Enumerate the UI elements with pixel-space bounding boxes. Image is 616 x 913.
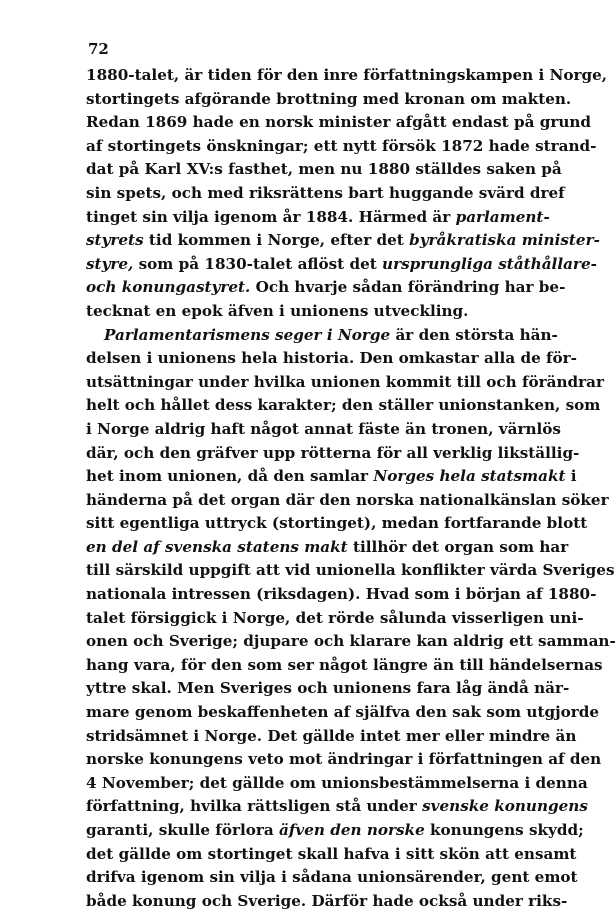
text-line: nationala intressen (riksdagen). Hvad som i början af 1880- [86, 585, 597, 604]
text-line: norske konungens veto mot ändringar i författningen af den [86, 750, 602, 769]
text-line: i Norge aldrig haft något annat fäste än tronen, värnlös [86, 419, 561, 438]
text-line: stortingets afgörande brottning med kronan om makten. [86, 89, 572, 108]
text-line: talet försiggick i Norge, det rörde sålunda visserligen uni- [86, 608, 584, 627]
text-line: af stortingets önskningar; ett nytt försök 1872 hade strand- [86, 136, 597, 155]
text-line: yttre skal. Men Sveriges och unionens fara låg ändå när- [86, 679, 570, 698]
text-line: helt och hållet dess karakter; den ställer unionstanken, som [86, 396, 601, 415]
text-line: sitt egentliga uttryck (stortinget), medan fortfarande blott [86, 514, 588, 533]
text-line: 1880-talet, är tiden för den inre författningskampen i Norge, [86, 66, 608, 84]
text-line: författning, hvilka rättsligen stå under svenske konungens [86, 797, 588, 816]
text-line: tecknat en epok äfven i unionens utveckling. [86, 301, 469, 320]
text-line: onen och Sverige; djupare och klarare kan aldrig ett samman- [86, 632, 616, 651]
text-line: styrets tid kommen i Norge, efter det byråkratiska minister- [86, 231, 600, 250]
text-line: delsen i unionens hela historia. Den omkastar alla de för- [86, 349, 577, 368]
text-line: dat på Karl XV:s fasthet, men nu 1880 ställdes saken på [86, 160, 562, 179]
text-line: det gällde om stortinget skall hafva i sitt skön att ensamt [86, 844, 577, 863]
text-line: sin spets, och med riksrättens bart huggande svärd dref [86, 183, 565, 202]
text-line: stridsämnet i Norge. Det gällde intet mer eller mindre än [86, 726, 577, 745]
text-line: Redan 1869 hade en norsk minister afgått endast på grund [86, 113, 592, 132]
text-line: till särskild uppgift att vid unionella konflikter värda Sveriges [86, 561, 615, 580]
text-line: utsättningar under hvilka unionen kommit till och förändrar [86, 372, 605, 391]
page-number: 72 [88, 40, 109, 58]
text-line: garanti, skulle förlora äfven den norske konungens skydd; [86, 821, 584, 839]
text-line: en del af svenska statens makt tillhör det organ som har [86, 537, 569, 556]
text-line: där, och den gräfver upp rötterna för all verklig likställig- [86, 443, 580, 462]
body-text [86, 64, 616, 913]
text-line: både konung och Sverige. Därför hade också under riks- [86, 891, 568, 910]
text-line: het inom unionen, då den samlar Norges hela statsmakt i [86, 467, 577, 486]
text-line: Parlamentarismens seger i Norge är den största hän- [104, 325, 558, 344]
text-line: och konungastyret. Och hvarje sådan förändring har be- [86, 278, 566, 297]
text-line: tinget sin vilja igenom år 1884. Härmed är parlament- [86, 207, 550, 226]
text-line: hang vara, för den som ser något längre än till händelsernas [86, 655, 603, 674]
text-line: drifva igenom sin vilja i sådana unionsärender, gent emot [86, 868, 578, 887]
text-line: styre, som på 1830-talet aflöst det ursprungliga ståthållare- [86, 254, 597, 273]
text-line: 4 November; det gällde om unionsbestämmelserna i denna [86, 773, 588, 792]
text-line: mare genom beskaffenheten af själfva den sak som utgjorde [86, 703, 599, 722]
text-line: händerna på det organ där den norska nationalkänslan söker [86, 490, 609, 509]
